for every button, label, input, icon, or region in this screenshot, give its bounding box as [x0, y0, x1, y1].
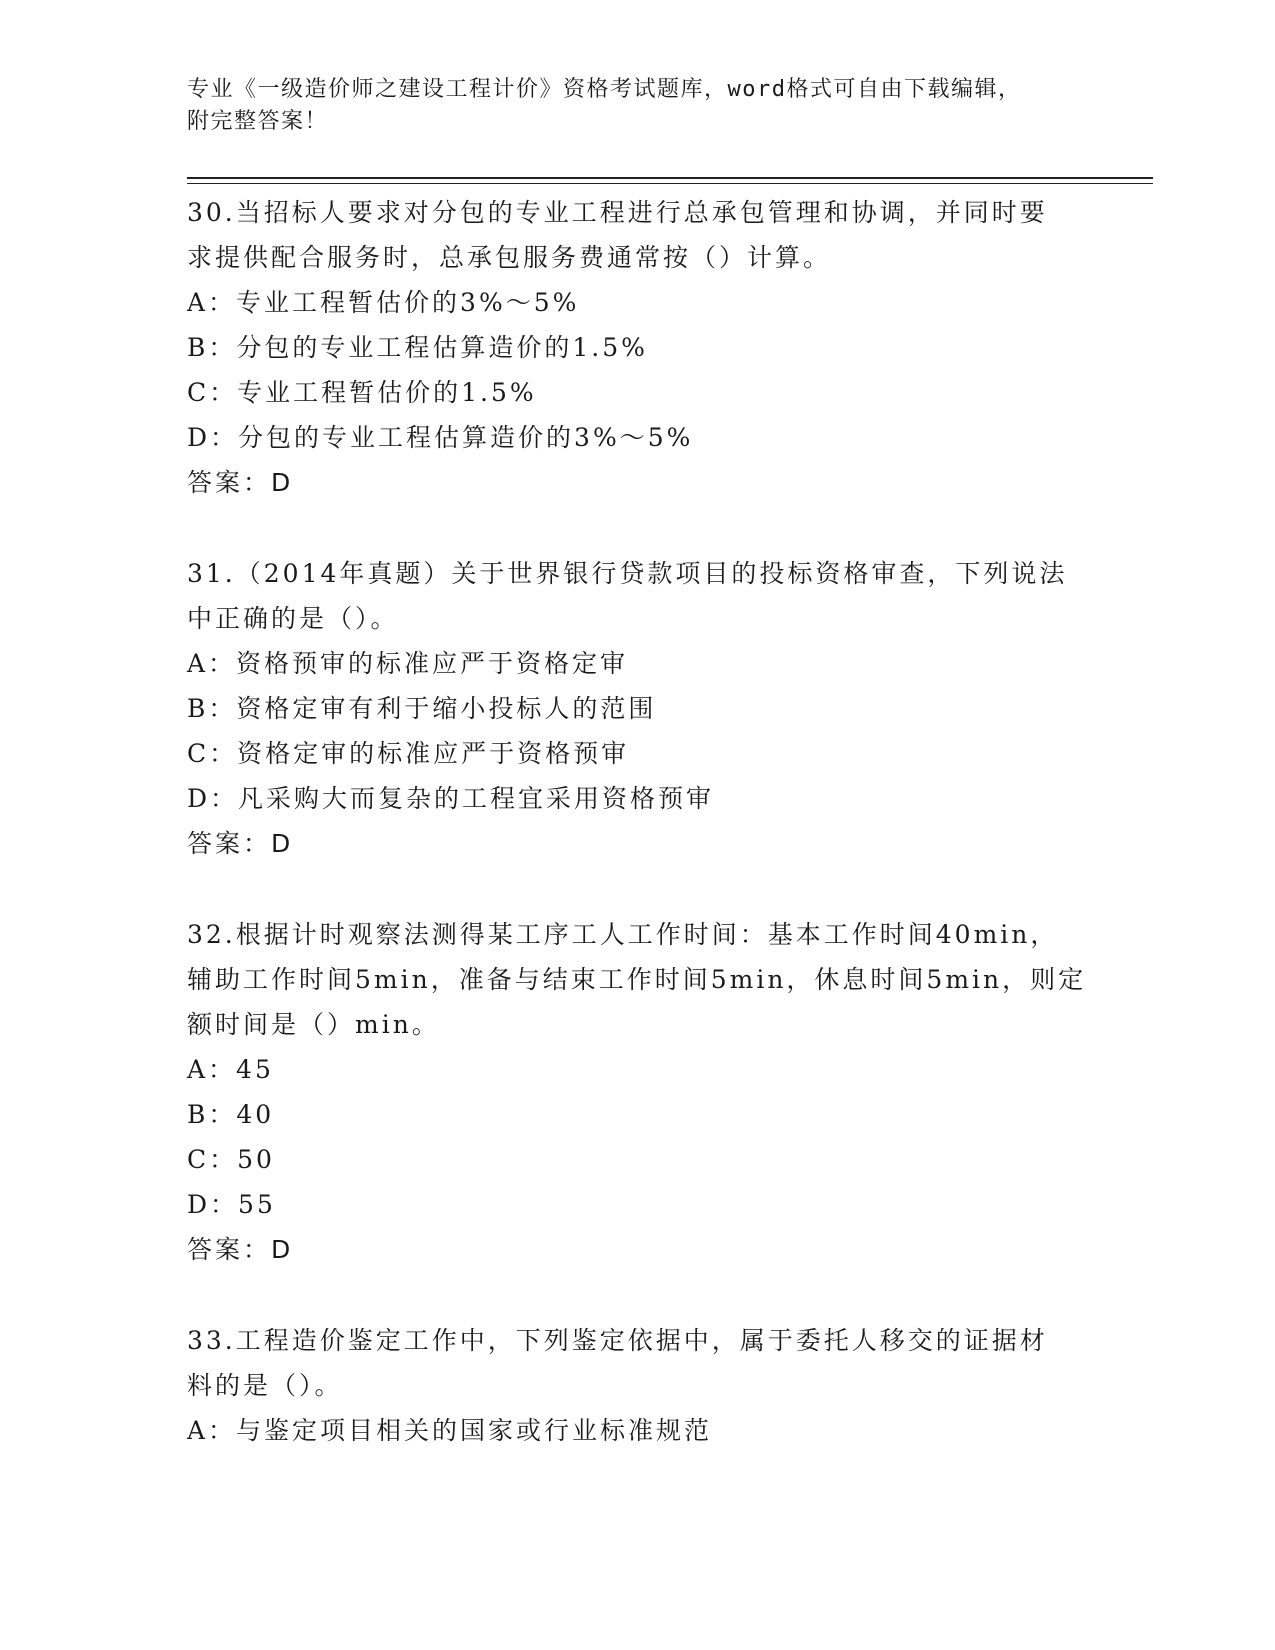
- question-spacer: [187, 1272, 1087, 1318]
- question-text-line: 30.当招标人要求对分包的专业工程进行总承包管理和协调，并同时要: [187, 198, 1048, 227]
- question-text-line: 31.（2014年真题）关于世界银行贷款项目的投标资格审查，下列说法: [187, 559, 1068, 588]
- answer-line: 答案：D: [187, 1235, 294, 1264]
- question-text-line: 33.工程造价鉴定工作中，下列鉴定依据中，属于委托人移交的证据材: [187, 1326, 1048, 1355]
- option-b: B：分包的专业工程估算造价的1.5%: [187, 333, 648, 362]
- question-text-line: 32.根据计时观察法测得某工序工人工作时间：基本工作时间40min，: [187, 920, 1059, 949]
- option-c: C：50: [187, 1145, 275, 1174]
- header-line-2: 附完整答案！: [187, 109, 329, 134]
- question-30: [187, 190, 1087, 505]
- question-33: [187, 1318, 1087, 1453]
- question-text-line: 求提供配合服务时，总承包服务费通常按（）计算。: [187, 243, 832, 272]
- option-c: C：资格定审的标准应严于资格预审: [187, 739, 630, 768]
- answer-line: 答案：D: [187, 829, 294, 858]
- option-a: A：与鉴定项目相关的国家或行业标准规范: [187, 1416, 713, 1445]
- question-list: [187, 190, 1087, 1453]
- question-text-line: 中正确的是（）。: [187, 604, 399, 633]
- header-rule-thin: [187, 183, 1153, 184]
- option-d: D：55: [187, 1190, 276, 1219]
- document-header: [187, 74, 1087, 138]
- option-d: D：凡采购大而复杂的工程宜采用资格预审: [187, 784, 715, 813]
- option-a: A：资格预审的标准应严于资格定审: [187, 649, 629, 678]
- question-text-line: 额时间是（）min。: [187, 1010, 440, 1039]
- question-spacer: [187, 866, 1087, 912]
- option-a: A：专业工程暂估价的3%～5%: [187, 288, 580, 317]
- question-31: [187, 551, 1087, 866]
- option-a: A：45: [187, 1055, 274, 1084]
- header-rule-thick: [187, 177, 1153, 179]
- question-spacer: [187, 505, 1087, 551]
- option-b: B：40: [187, 1100, 275, 1129]
- option-d: D：分包的专业工程估算造价的3%～5%: [187, 423, 694, 452]
- option-b: B：资格定审有利于缩小投标人的范围: [187, 694, 657, 723]
- header-line-1: 专业《一级造价师之建设工程计价》资格考试题库，word格式可自由下载编辑，: [187, 77, 1022, 102]
- option-c: C：专业工程暂估价的1.5%: [187, 378, 537, 407]
- question-text-line: 辅助工作时间5min，准备与结束工作时间5min，休息时间5min，则定: [187, 965, 1087, 994]
- question-text-line: 料的是（）。: [187, 1371, 343, 1400]
- question-32: [187, 912, 1087, 1272]
- answer-line: 答案：D: [187, 468, 294, 497]
